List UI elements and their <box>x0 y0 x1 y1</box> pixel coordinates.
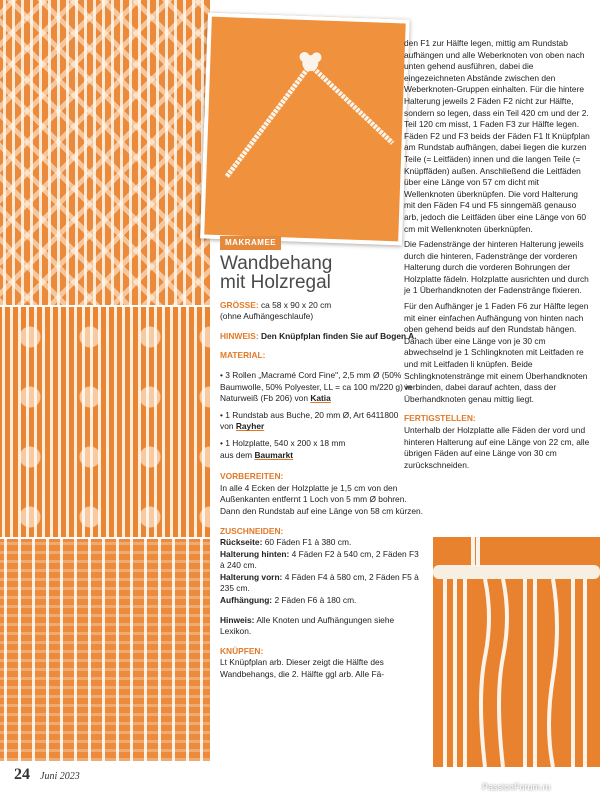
right-paragraph: den F1 zur Hälfte legen, mittig am Rundstab aufhängen und alle Weberknoten von oben nach unten gehend ausführen, dabei die eingezeichneten Abstände zwischen den Weberknoten-Gruppen einhalten. Für die hintere Halterung jeweils 2 Fäden F2 nicht zur Hälfte, sondern so legen, dass ein Teil 420 cm und der 2. Teil 120 cm misst, 1 Faden F3 zur Hälfte legen. Fäden F2 und F3 beids der Fäden F1 lt Knüpfplan am Rundstab aufhängen, dabei liegen die kurzen Teile (= Leitfäden) innen und die langen Teile (= Knüpffäden) außen. Anschließend die Leitfäden über eine Länge von 57 cm dicht mit Wellenknoten überknüpfen. Die vord Halterung mit den Fäden F4 und F5 sinngemäß genauso arb, jedoch die Leitfäden über eine Länge von 60 cm mit Wellenknoten überknüpfen. <box>404 38 590 234</box>
shelf-illustration <box>433 537 600 767</box>
size-block: GRÖSSE: ca 58 x 90 x 20 cm (ohne Aufhängeschlaufe) <box>220 299 332 322</box>
macrame-photo-top <box>0 0 210 305</box>
hanging-knot-photo <box>200 13 410 246</box>
right-paragraph: Für den Aufhänger je 1 Faden F6 zur Hälfte legen mit einer einfachen Aufhängung von hinten nach oben gehend beids auf den Rundstab hängen. Danach über eine Länge von je 30 cm abwechselnd je 1 Schlingknoten mit Leitfaden re und mit Leitfaden li knüpfen. Beide Schlingknotenstränge mit einem Überhandknoten verbinden, dabei darauf achten, dass der Überhandknoten genau mittig liegt. <box>404 301 589 404</box>
right-paragraph: Die Fadenstränge der hinteren Halterung jeweils durch die hinteren, Fadenstränge der vorderen Halterung durch die vorderen Bohrungen der Holzplatte fädeln. Holzplatte ausrichten und durch je 1 Überhandknoten der Fadenstränge fixieren. <box>404 239 589 296</box>
knot-block: KNÜPFEN: Lt Knüpfplan arb. Dieser zeigt die Hälfte des Wandbehangs, die 2. Hälfte ggl arb. Alle Fä- <box>220 645 385 680</box>
section-label: MAKRAMEE <box>220 236 281 250</box>
material-item: • 3 Rollen „Macramé Cord Fine", 2,5 mm Ø (50% Baumwolle, 50% Polyester, LL = ca 100 m/220 g) in Naturweiß (Fb 206) von Katia <box>220 369 412 404</box>
right-column <box>404 38 590 479</box>
macrame-photo-bottom <box>0 539 210 761</box>
page-number: 24 <box>14 766 30 783</box>
note-block: Hinweis: Alle Knoten und Aufhängungen siehe Lexikon. <box>220 614 395 637</box>
issue-date: Juni 2023 <box>40 771 80 782</box>
watermark: PassionForum.ru <box>482 782 551 792</box>
material-block: MATERIAL: <box>220 350 266 361</box>
prep-block: VORBEREITEN: In alle 4 Ecken der Holzplatte je 1,5 cm von den Außenkanten entfernt 1 Loch von 5 mm Ø bohren. Dann den Rundstab auf eine Länge von 58 cm kürzen. <box>220 471 423 516</box>
cord-illustration <box>204 17 405 242</box>
shelf-photo <box>433 537 600 767</box>
page-footer <box>14 766 80 784</box>
page-title: Wandbehang mit Holzregal <box>220 252 333 293</box>
hint-block: HINWEIS: Den Knüpfplan finden Sie auf Bogen A. <box>220 330 417 341</box>
middle-column <box>220 236 424 689</box>
finish-block: FERTIGSTELLEN: Unterhalb der Holzplatte alle Fäden der vord und hinteren Halterung auf eine Länge von 22 cm, alle übrigen Fäden auf eine Länge von 30 cm zurückschneiden. <box>404 413 590 470</box>
material-item: • 1 Holzplatte, 540 x 200 x 18 mm aus dem Baumarkt <box>220 437 346 460</box>
material-item: • 1 Rundstab aus Buche, 20 mm Ø, Art 6411800 von Rayher <box>220 409 399 432</box>
cut-block: ZUSCHNEIDEN: Rückseite: 60 Fäden F1 à 380 cm. Halterung hinten: 4 Fäden F2 à 540 cm, 2 Fäden F3 à 240 cm. Halterung vorn: 4 Fäden F4 à 580 cm, 2 Fäden F5 à 235 cm. Aufhängung: 2 Fäden F6 à 180 cm. <box>220 525 419 606</box>
macrame-photo-middle <box>0 307 210 537</box>
